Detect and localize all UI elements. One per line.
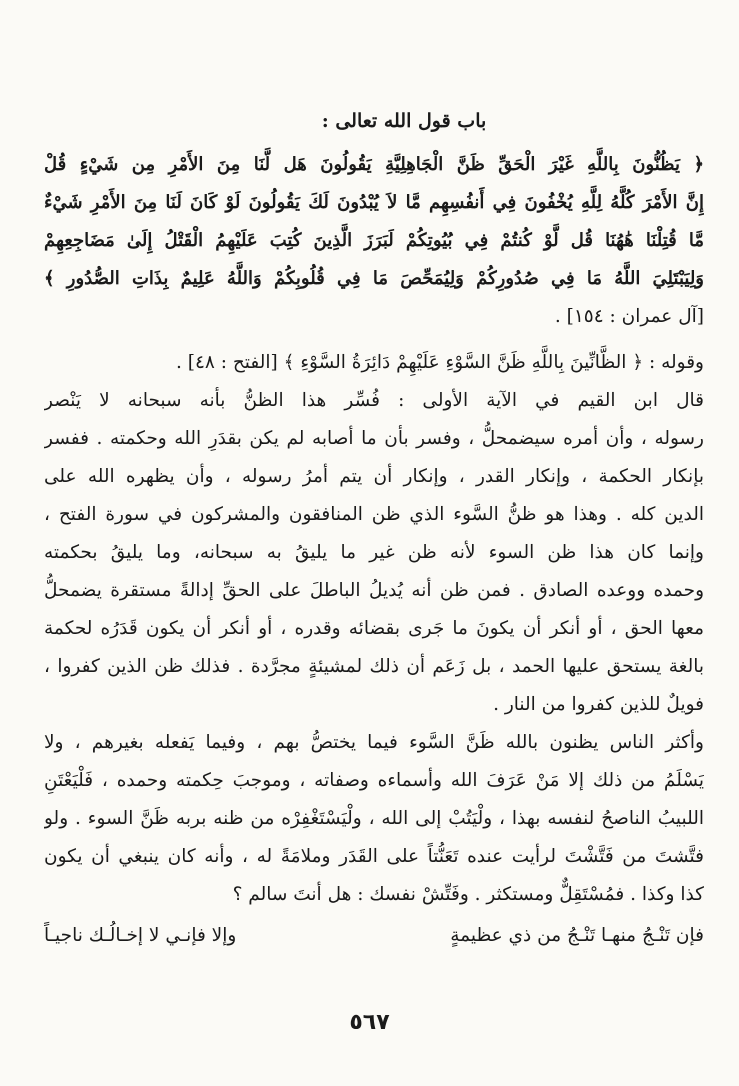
paragraph-line: رسوله ، وأن أمره سيضمحلُّ ، وفسر بأن ما أصابه لم يكن بقدَرِ الله وحكمته . ففسر — [44, 428, 704, 449]
poem-verse — [44, 916, 704, 956]
paragraph-line: فويلٌ للذين كفروا من النار . — [493, 694, 704, 715]
poem-hemistich-first: فإن تَنْـجُ منهـا تَنْـجُ من ذي عظيمةٍ — [450, 925, 704, 946]
paragraph-line: بالغة يستحق عليها الحمد ، بل زَعَم أن ذلك لمشيئةٍ مجرَّدة . فذلك ظن الذين كفروا ، — [44, 656, 704, 677]
verse-line: وَلِيَبْتَلِيَ اللَّهُ مَا فِي صُدُورِكُمْ وَلِيُمَحِّصَ مَا فِي قُلُوبِكُمْ وَاللَّهُ عَلِيمٌ بِذَاتِ الصُّدُورِ ﴾ — [44, 268, 704, 289]
paragraph-line: يَسْلَمُ من ذلك إلا مَنْ عَرَفَ الله وأسماءه وصفاته ، وموجبَ حِكمته وحمده ، فَلْيَعْتَنِ — [44, 770, 704, 791]
paragraph-line: كذا وكذا . فمُسْتَقِلٌّ ومستكثر . وفَتِّشْ نفسك : هل أنتَ سالم ؟ — [232, 884, 704, 905]
verse-block-1 — [44, 146, 704, 336]
poem-hemistich-second: وإلا فإنـي لا إخـالُـك ناجيـاً — [44, 925, 237, 946]
paragraph-line: وإنما كان هذا ظن السوء لأنه ظن غير ما يليقُ به سبحانه، وما يليقُ بحكمته — [44, 542, 704, 563]
verse-line: إِنَّ الأَمْرَ كُلَّهُ لِلَّهِ يُخْفُونَ فِي أَنفُسِهِم مَّا لاَ يُبْدُونَ لَكَ يَقُولُونَ لَوْ كَانَ لَنَا مِنَ الأَمْرِ شَيْءٌ — [44, 192, 704, 213]
verse-line: مَّا قُتِلْنَا هَٰهُنَا قُل لَّوْ كُنتُمْ فِي بُيُوتِكُمْ لَبَرَزَ الَّذِينَ كُتِبَ عَلَيْهِمُ الْقَتْلُ إِلَىٰ مَضَاجِعِهِمْ — [44, 230, 704, 251]
paragraph-line: وأكثر الناس يظنون بالله ظَنَّ السَّوء فيما يختصُّ بهم ، وفيما يَفعله بغيرهم ، ولا — [44, 732, 704, 753]
paragraph-1 — [44, 382, 704, 724]
paragraph-2 — [44, 724, 704, 914]
paragraph-line: وحمده ووعده الصادق . فمن ظن أنه يُديلُ الباطلَ على الحقِّ إدالةً مستقرة يضمحلُّ — [44, 580, 704, 601]
paragraph-line: بإنكار الحكمة ، وإنكار القدر ، وإنكار أن يتم أمرُ رسوله ، وأن يظهره الله على — [44, 466, 704, 487]
paragraph-line: اللبيبُ الناصحُ لنفسه بهذا ، ولْيَتُبْ إلى الله ، ولْيَسْتَغْفِرْه من ظنه بربه ظَنَّ السوء . ولو — [44, 808, 704, 829]
chapter-heading: باب قول الله تعالى : — [321, 110, 487, 132]
paragraph-line: فتَّشتَ من فَتَّشْتَ لرأيت عنده تَعَنُّتاً على القَدَر وملامَةً له ، وأنه كان ينبغي أن يكون — [44, 846, 704, 867]
verse-citation: [آل عمران : ١٥٤] . — [554, 306, 704, 327]
paragraph-line: معها الحق ، أو أنكر أن يكونَ ما جَرى بقضائه وقدره ، أو أنكر أن يكون قَدَرُه لحكمة — [44, 618, 704, 639]
verse-line: ﴿ يَظُنُّونَ بِاللَّهِ غَيْرَ الْحَقِّ ظَنَّ الْجَاهِلِيَّةِ يَقُولُونَ هَل لَّنَا مِنَ الأَمْرِ مِن شَيْءٍ قُلْ — [44, 154, 704, 175]
verse-line-2: وقوله : ﴿ الظَّانِّينَ بِاللَّهِ ظَنَّ السَّوْءِ عَلَيْهِمْ دَائِرَةُ السَّوْءِ ﴾ [الفتح : ٤٨] . — [176, 352, 704, 373]
paragraph-line: الدين كله . وهذا هو ظنُّ السَّوء الذي ظن المنافقون والمشركون في سورة الفتح ، — [44, 504, 704, 525]
page-body — [44, 110, 704, 956]
paragraph-line: قال ابن القيم في الآية الأولى : فُسِّر هذا الظنُّ بأنه سبحانه لا يَنْصر — [44, 390, 704, 411]
page-number: ٥٦٧ — [349, 1010, 390, 1035]
